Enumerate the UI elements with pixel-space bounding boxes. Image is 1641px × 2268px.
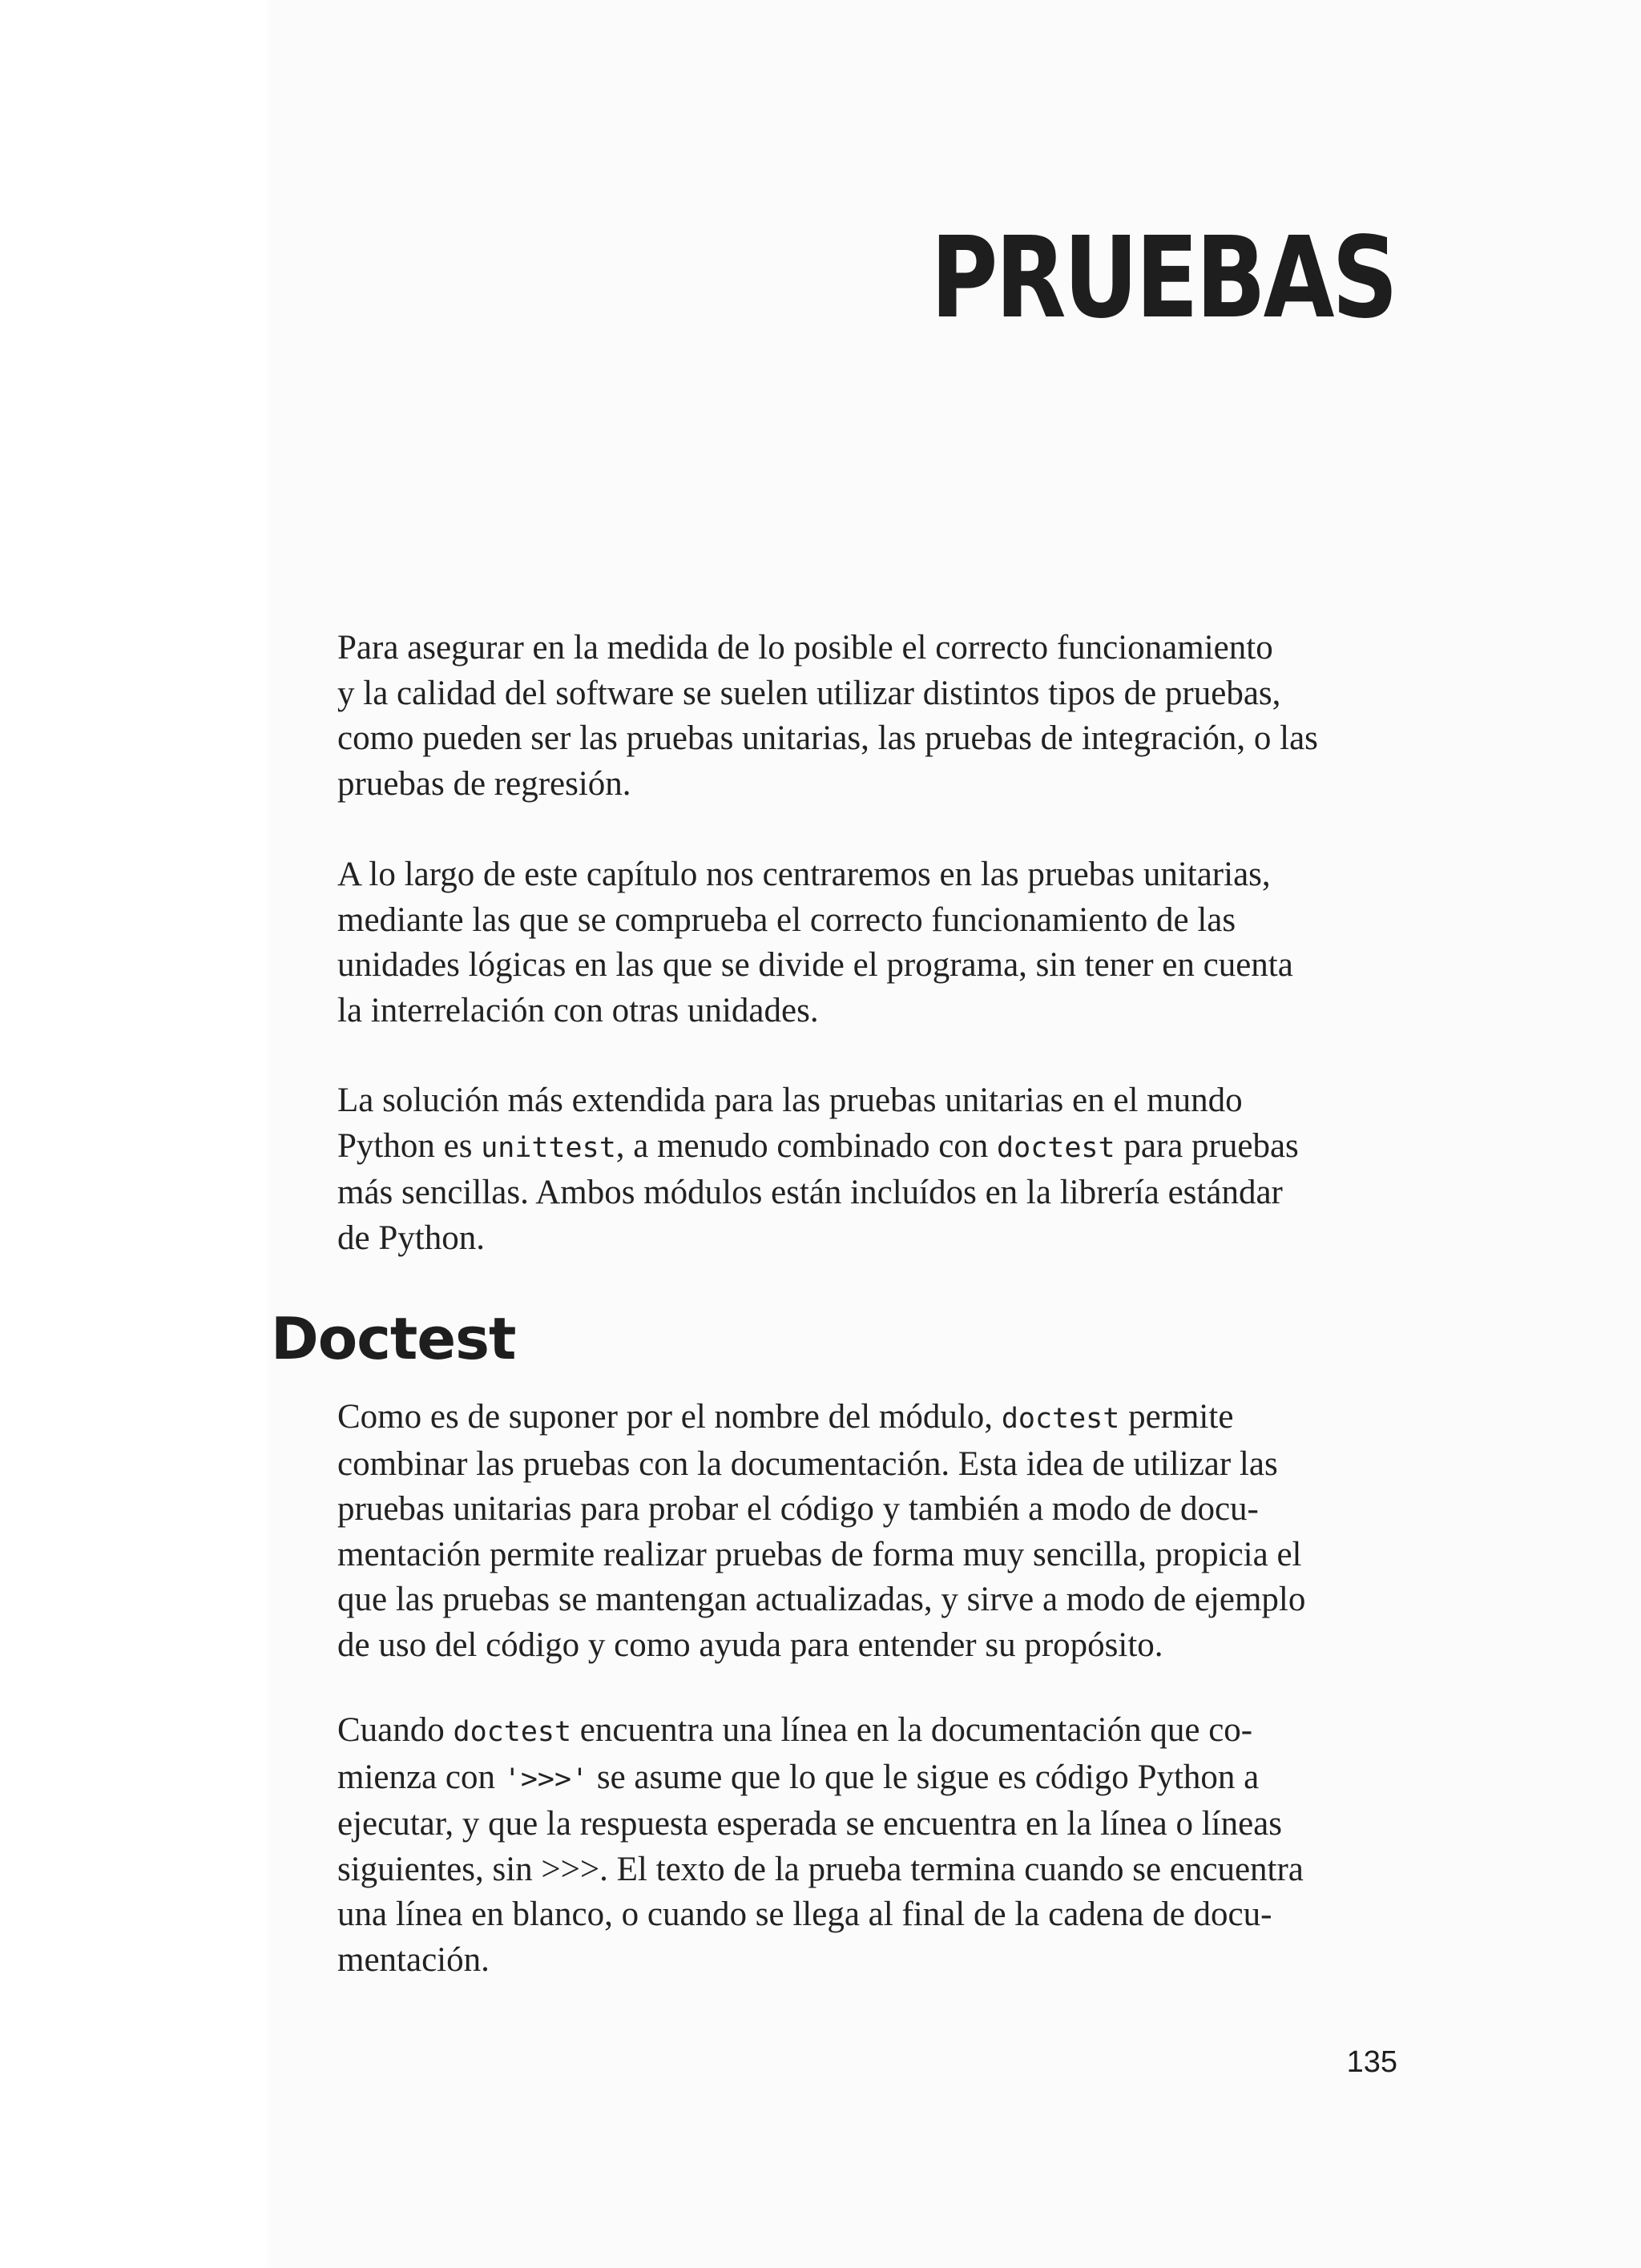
text-line: unidades lógicas en las que se divide el programa, sin tener en cuenta: [337, 946, 1293, 984]
text-line: La solución más extendida para las pruebas unitarias en el mundo: [337, 1082, 1243, 1119]
text-line: mentación.: [337, 1940, 490, 1979]
text-run: se asume que lo que le sigue es código Python a: [588, 1758, 1260, 1796]
text-line: de uso del código y como ayuda para entender su propósito.: [337, 1625, 1163, 1664]
inline-code-doctest: doctest: [453, 1716, 572, 1748]
section-heading: Doctest: [271, 1305, 516, 1372]
chapter-title: PRUEBAS: [930, 213, 1396, 344]
text-run: mienza con: [337, 1758, 504, 1796]
intro-paragraph-1: [337, 626, 1395, 807]
text-line: como pueden ser las pruebas unitarias, las pruebas de integración, o las: [337, 719, 1318, 757]
text-line: mentación permite realizar pruebas de forma muy sencilla, propicia el: [337, 1535, 1302, 1573]
doctest-paragraph-2: [337, 1708, 1395, 1983]
text-line: [337, 1708, 1395, 1755]
intro-paragraph-3: [337, 1078, 1395, 1261]
inline-code-unittest: unittest: [481, 1131, 616, 1164]
inline-code-prompt: '>>>': [503, 1762, 589, 1795]
intro-paragraph-2: [337, 852, 1395, 1033]
text-line: pruebas unitarias para probar el código y también a modo de docu-: [337, 1490, 1259, 1528]
text-line: pruebas de regresión.: [337, 764, 631, 803]
inline-code-doctest: doctest: [1001, 1403, 1120, 1435]
text-line: la interrelación con otras unidades.: [337, 991, 819, 1029]
text-line: y la calidad del software se suelen utilizar distintos tipos de pruebas,: [337, 674, 1281, 712]
text-run: para pruebas: [1115, 1126, 1299, 1165]
text-line: combinar las pruebas con la documentación. Esta idea de utilizar las: [337, 1444, 1278, 1483]
page-number: 135: [1346, 2045, 1397, 2079]
text-line: Para asegurar en la medida de lo posible el correcto funcionamiento: [337, 629, 1273, 667]
text-line: [337, 1395, 1395, 1442]
text-line: [337, 1124, 1395, 1171]
text-line: ejecutar, y que la respuesta esperada se encuentra en la línea o líneas: [337, 1805, 1282, 1843]
text-run: Python es: [337, 1126, 482, 1165]
text-line: más sencillas. Ambos módulos están incluídos en la librería estándar: [337, 1174, 1283, 1211]
text-run: encuentra una línea en la documentación que co-: [571, 1711, 1253, 1749]
inline-code-doctest: doctest: [997, 1131, 1115, 1164]
text-run: , a menudo combinado con: [615, 1126, 998, 1165]
text-line: mediante las que se comprueba el correcto funcionamiento de las: [337, 900, 1236, 939]
text-line: siguientes, sin >>>. El texto de la prueba termina cuando se encuentra: [337, 1850, 1304, 1888]
text-line: [337, 1755, 1395, 1803]
text-line: A lo largo de este capítulo nos centraremos en las pruebas unitarias,: [337, 856, 1271, 893]
text-line: una línea en blanco, o cuando se llega al final de la cadena de docu-: [337, 1895, 1272, 1933]
text-line: que las pruebas se mantengan actualizadas, y sirve a modo de ejemplo: [337, 1581, 1306, 1618]
text-run: permite: [1119, 1398, 1234, 1436]
doctest-paragraph-1: [337, 1395, 1395, 1668]
text-line: de Python.: [337, 1219, 485, 1257]
text-run: Cuando: [337, 1711, 454, 1749]
text-run: Como es de suponer por el nombre del módulo,: [337, 1398, 1002, 1436]
